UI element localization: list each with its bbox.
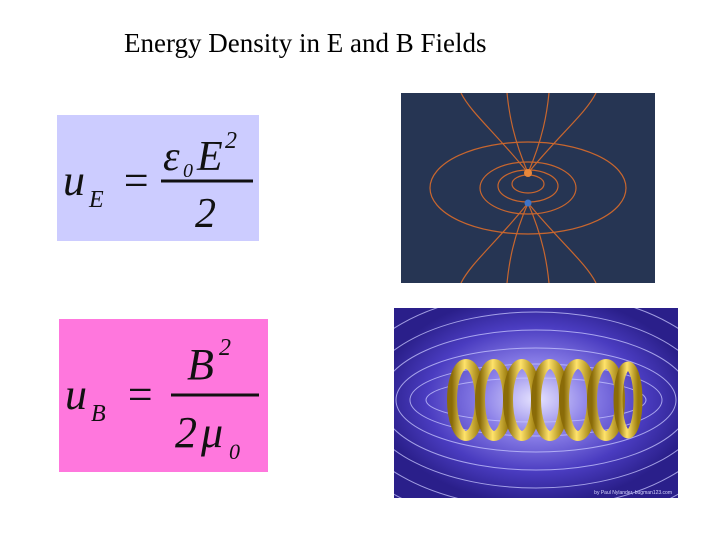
field-e-symbol: E (197, 134, 223, 180)
magnetic-energy-density-equation (59, 319, 268, 472)
electric-energy-density-equation (57, 115, 259, 241)
electric-dipole-field-image (401, 93, 655, 283)
denominator: 2 (195, 191, 216, 237)
lhs-symbol: u (63, 156, 85, 205)
field-b-power: 2 (219, 335, 231, 361)
image-background (401, 93, 655, 283)
epsilon-symbol: ε (163, 134, 180, 180)
field-e-power: 2 (225, 128, 237, 154)
slide-title: Energy Density in E and B Fields (124, 28, 487, 58)
solenoid-magnetic-field-image (394, 308, 678, 498)
negative-charge (525, 200, 532, 207)
lhs-symbol: u (65, 370, 87, 419)
mu-subscript: 0 (229, 439, 240, 464)
equals-sign: = (121, 156, 151, 205)
field-b-symbol: B (187, 340, 214, 389)
denominator-coefficient: 2 (175, 408, 197, 457)
lhs-subscript: B (91, 401, 106, 427)
image-credit: by Paul Nylander, bugman123.com (594, 490, 672, 496)
equals-sign: = (125, 370, 155, 419)
mu-symbol: μ (201, 408, 224, 457)
epsilon-subscript: 0 (183, 160, 193, 182)
lhs-subscript: E (89, 187, 104, 213)
positive-charge (524, 169, 532, 177)
